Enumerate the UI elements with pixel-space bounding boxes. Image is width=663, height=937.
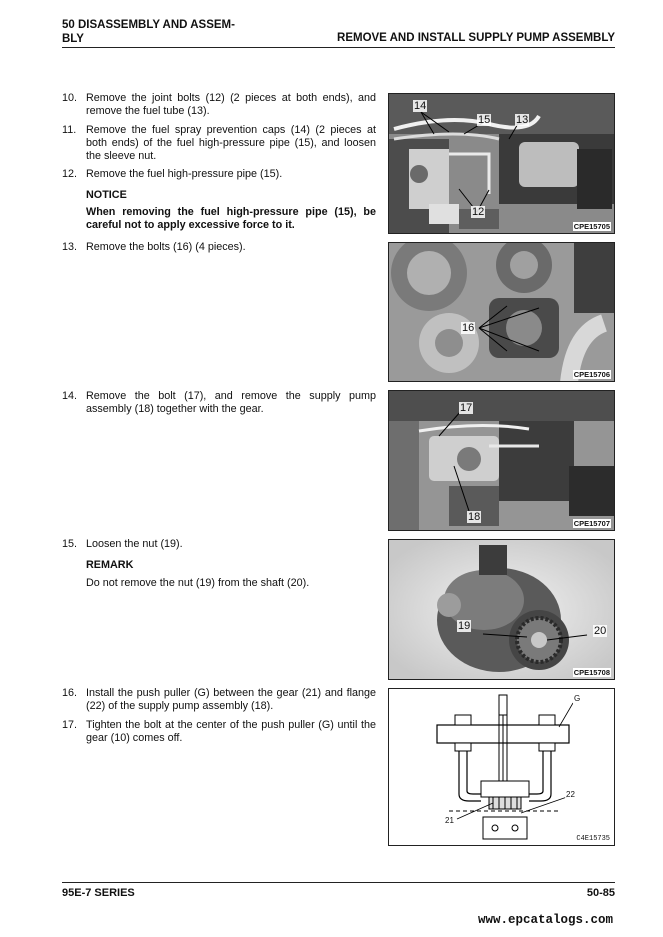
step-number: 12. (62, 168, 78, 180)
push-puller-diagram (389, 689, 615, 846)
notice-text: When removing the fuel high-pressure pipe (15), be careful not to apply excessive force to it. (86, 206, 376, 231)
figure-code: CPE15705 (573, 222, 610, 231)
footer-divider (62, 882, 615, 883)
callout-17: 17 (460, 402, 473, 414)
step-number: 13. (62, 241, 78, 253)
callout-12: 12 (472, 206, 485, 218)
page-title: REMOVE AND INSTALL SUPPLY PUMP ASSEMBLY (337, 32, 615, 44)
step-16 (62, 687, 376, 713)
callout-19: 19 (458, 620, 471, 632)
figure-supply-pump-photo (388, 539, 615, 680)
callout-20: 20 (594, 625, 607, 637)
step-10 (62, 92, 376, 118)
watermark: www.epcatalogs.com (477, 913, 613, 927)
figure-fuel-pipes-photo (388, 93, 615, 234)
figure-code: CPE15706 (573, 370, 610, 379)
engine-photo-illustration (389, 94, 615, 234)
step-text: Remove the fuel high-pressure pipe (15). (86, 168, 283, 180)
step-number: 14. (62, 390, 78, 402)
callout-22: 22 (566, 790, 575, 799)
engine-photo-illustration (389, 243, 615, 382)
step-12 (62, 168, 376, 181)
step-text: Remove the fuel spray prevention caps (14) (2 pieces at both ends) of the fuel high-pressure pipe (15), and loosen the sleeve nut. (86, 124, 376, 162)
notice-heading: NOTICE (86, 189, 127, 201)
step-text: Remove the joint bolts (12) (2 pieces at both ends), and remove the fuel tube (13). (86, 92, 376, 117)
step-17 (62, 719, 376, 745)
step-15 (62, 538, 376, 551)
figure-code: CPE15708 (573, 668, 610, 677)
callout-g: G (574, 694, 581, 703)
step-text: Remove the bolt (17), and remove the supply pump assembly (18) together with the gear. (86, 390, 376, 415)
figure-pump-removal-photo (388, 390, 615, 531)
callout-15: 15 (478, 114, 491, 126)
engine-photo-illustration (389, 391, 615, 531)
section-heading (62, 18, 235, 46)
series-label: 95E-7 SERIES (62, 887, 135, 899)
pump-photo-illustration (389, 540, 615, 680)
step-number: 15. (62, 538, 78, 550)
section-heading-line1: 50 DISASSEMBLY AND ASSEM- (62, 19, 235, 31)
figure-code: CPE15707 (573, 519, 610, 528)
remark-text: Do not remove the nut (19) from the shaft (20). (86, 577, 310, 589)
step-text: Remove the bolts (16) (4 pieces). (86, 241, 246, 253)
step-number: 11. (62, 124, 77, 136)
figure-push-puller-drawing (388, 688, 615, 846)
step-text: Loosen the nut (19). (86, 538, 183, 550)
callout-18: 18 (468, 511, 481, 523)
header-divider (62, 47, 615, 48)
step-11 (62, 124, 376, 163)
step-13 (62, 241, 376, 254)
step-14 (62, 390, 376, 416)
remark-heading: REMARK (86, 559, 134, 571)
figure-bolts-photo (388, 242, 615, 382)
callout-13: 13 (516, 114, 529, 126)
callout-14: 14 (414, 100, 427, 112)
figure-code: C4E15735 (576, 835, 610, 843)
step-number: 16. (62, 687, 78, 699)
callout-16: 16 (462, 322, 475, 334)
section-heading-line2: BLY (62, 33, 84, 45)
step-text: Install the push puller (G) between the gear (21) and flange (22) of the supply pump assembly (18). (86, 687, 376, 712)
step-number: 10. (62, 92, 78, 104)
page-number: 50-85 (586, 887, 615, 899)
callout-21: 21 (445, 816, 454, 825)
step-number: 17. (62, 719, 78, 731)
step-text: Tighten the bolt at the center of the push puller (G) until the gear (10) comes off. (86, 719, 376, 744)
